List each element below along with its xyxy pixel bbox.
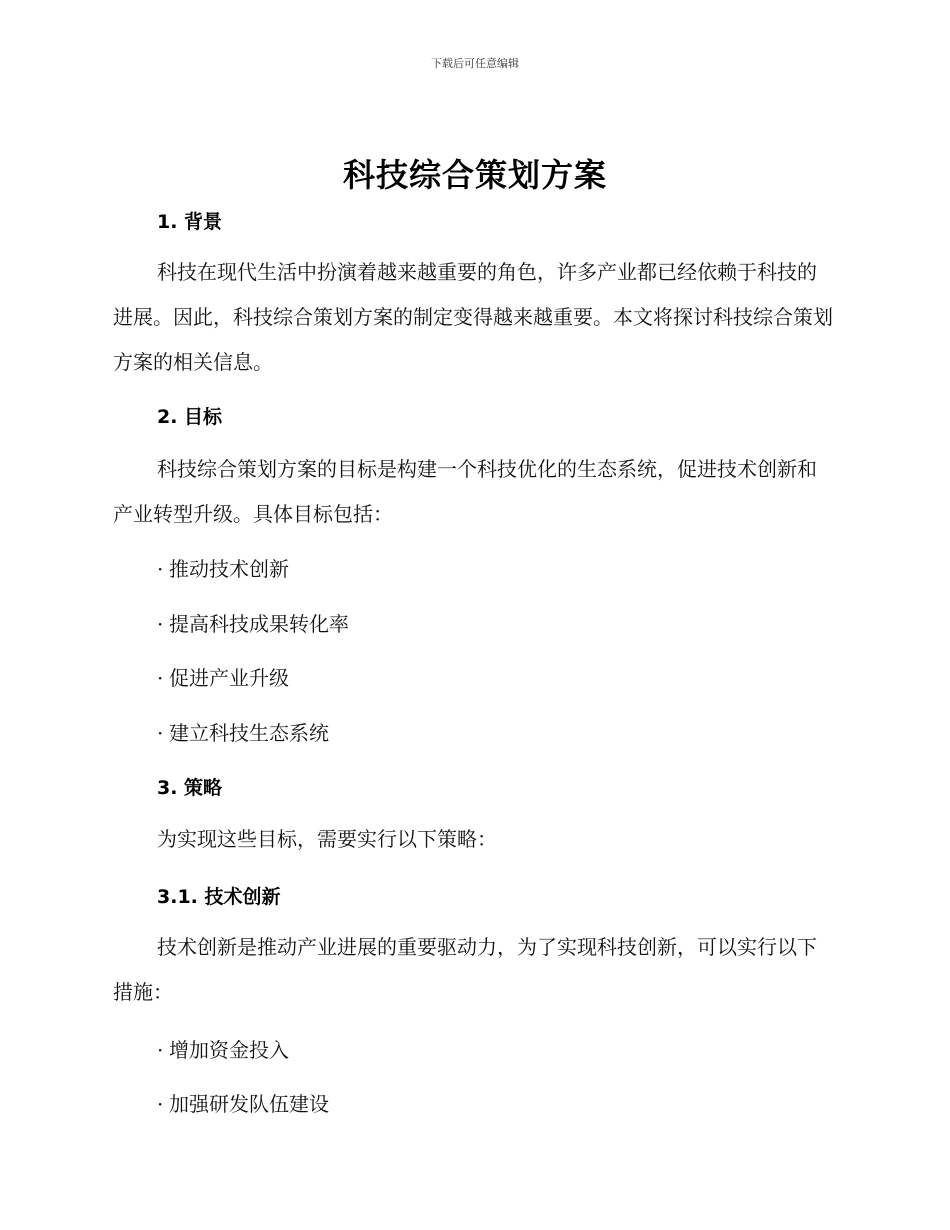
list-item: · 建立科技生态系统 — [157, 721, 329, 745]
list-item: · 提高科技成果转化率 — [157, 612, 349, 636]
bullet-icon: · — [157, 1038, 164, 1062]
paragraph-tech-innovation: 技术创新是推动产业进展的重要驱动力，为了实现科技创新，可以实行以下措施： — [113, 935, 817, 1004]
document-title: 科技综合策划方案 — [342, 156, 607, 194]
list-item: · 促进产业升级 — [157, 666, 289, 690]
paragraph-goals: 科技综合策划方案的目标是构建一个科技优化的生态系统，促进技术创新和产业转型升级。具体目标包括： — [113, 457, 817, 526]
bullet-icon: · — [157, 612, 164, 636]
list-item: · 增加资金投入 — [157, 1038, 289, 1062]
bullet-icon: · — [157, 557, 164, 581]
bullet-icon: · — [157, 1092, 164, 1116]
section-heading-goals: 2. 目标 — [157, 406, 223, 428]
paragraph-strategy: 为实现这些目标，需要实行以下策略： — [157, 827, 497, 851]
list-item: · 加强研发队伍建设 — [157, 1092, 329, 1116]
bullet-icon: · — [157, 666, 164, 690]
page-header-note: 下载后可任意编辑 — [431, 57, 519, 70]
list-item: · 推动技术创新 — [157, 557, 289, 581]
paragraph-background: 科技在现代生活中扮演着越来越重要的角色，许多产业都已经依赖于科技的进展。因此，科技综合策划方案的制定变得越来越重要。本文将探讨科技综合策划方案的相关信息。 — [113, 260, 833, 374]
bullet-icon: · — [157, 721, 164, 745]
subsection-heading-tech-innovation: 3.1. 技术创新 — [157, 886, 281, 908]
section-heading-background: 1. 背景 — [157, 211, 223, 233]
section-heading-strategy: 3. 策略 — [157, 777, 223, 799]
